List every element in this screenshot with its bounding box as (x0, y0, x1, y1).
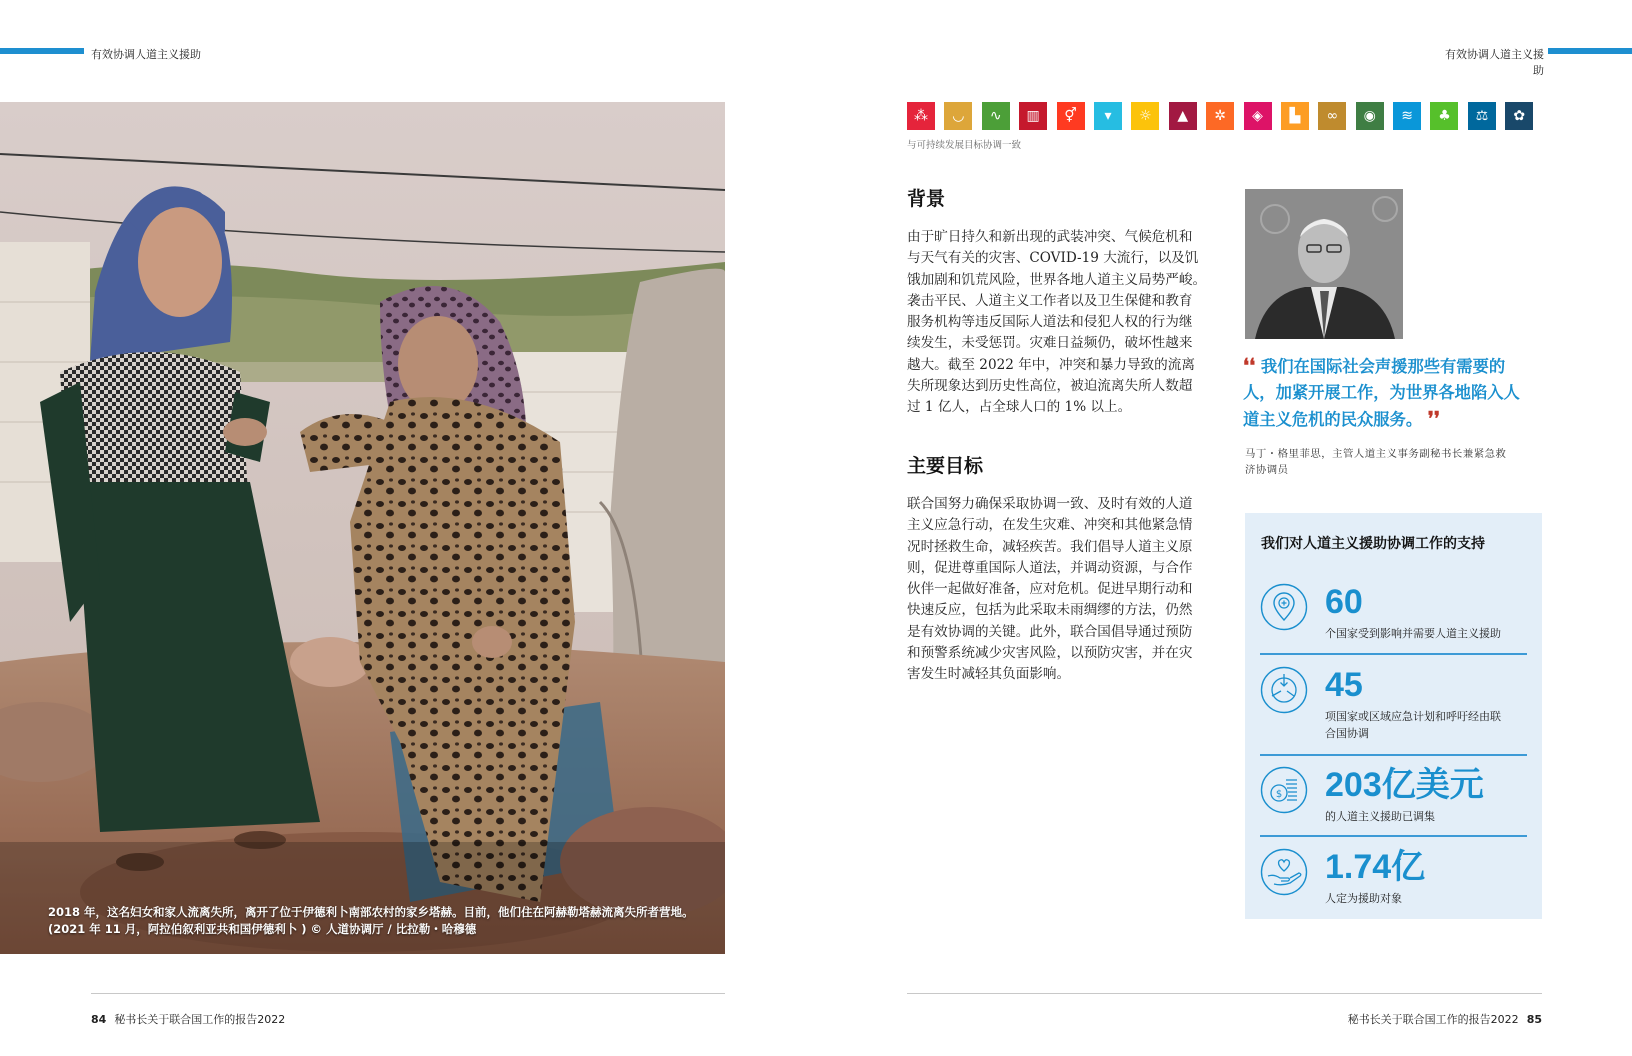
inequality-icon: ◈ (1244, 102, 1272, 130)
paragraph-line: 服务机构等违反国际人道法和侵犯人权的行为继 (907, 314, 1193, 331)
paragraph-line: 联合国努力确保采取协调一致、及时有效的人道 (907, 496, 1193, 512)
energy-icon: ☼ (1131, 102, 1159, 130)
stat-label-line: 个国家受到影响并需要人道主义援助 (1325, 627, 1501, 640)
pull-quote-text: 我们在国际社会声援那些有需要的 (1260, 357, 1506, 376)
education-icon: ▥ (1019, 102, 1047, 130)
partnership-icon: ✿ (1505, 102, 1533, 130)
paragraph-line: 和预警系统减少灾害风险，以预防灾害，并在灾 (907, 645, 1193, 662)
paragraph-line: 是有效协调的关键。此外，联合国倡导通过预防 (907, 623, 1193, 640)
stat-value: 203亿美元 (1325, 766, 1484, 804)
stat-value: 1.74亿 (1325, 848, 1426, 886)
footer-left (91, 1011, 285, 1027)
pull-quote-line (1243, 406, 1543, 433)
photo-caption (48, 904, 708, 938)
paragraph-line: 失所现象达到历史性高位，被迫流离失所人数超 (907, 378, 1193, 395)
paragraph-line: 袭击平民、人道主义工作者以及卫生保健和教育 (907, 292, 1193, 309)
close-quote-icon: ❜❜ (1427, 408, 1441, 430)
consumption-icon: ∞ (1318, 102, 1346, 130)
page-number: 84 (91, 1013, 107, 1026)
running-header-left: 有效协调人道主义援助 (91, 48, 201, 61)
coordination-icon (1260, 666, 1308, 714)
stat-label-line: 人定为援助对象 (1325, 892, 1402, 905)
footer-report-title: 秘书长关于联合国工作的报告2022 (114, 1013, 286, 1026)
pull-quote-line: 人，加紧开展工作，为世界各地陷入人 (1243, 383, 1520, 402)
background-paragraph (907, 227, 1207, 419)
stat-label-line: 项国家或区域应急计划和呼吁经由联 (1325, 710, 1501, 723)
running-header-right: 有效协调人道主义援助 (1445, 48, 1544, 77)
stat-label-line: 合国协调 (1325, 727, 1369, 740)
peace-icon: ⚖ (1468, 102, 1496, 130)
support-stats-panel (1245, 513, 1542, 919)
ocean-icon: ≋ (1393, 102, 1421, 130)
goals-paragraph (907, 494, 1207, 686)
photo-illustration (0, 102, 725, 954)
industry-icon: ✲ (1206, 102, 1234, 130)
photo-caption-line: 2018 年，这名妇女和家人流离失所，离开了位于伊德利卜南部农村的家乡塔赫。目前，他们住在阿赫勒塔赫流离失所者营地。 (48, 905, 694, 919)
stat-label (1325, 808, 1525, 825)
stat-divider (1260, 754, 1527, 756)
stat-divider (1260, 835, 1527, 837)
quote-attribution-line: 济协调员 (1245, 464, 1289, 476)
header-accent-bar-left (0, 48, 84, 54)
poverty-icon: ⁂ (907, 102, 935, 130)
coins-icon (1260, 766, 1308, 814)
hunger-icon: ◡ (944, 102, 972, 130)
paragraph-line: 况时拯救生命，减轻疾苦。我们倡导人道主义原 (907, 538, 1193, 555)
land-icon: ♣ (1430, 102, 1458, 130)
pull-quote-line (1243, 353, 1543, 380)
paragraph-line: 伙伴一起做好准备，应对危机。促进早期行动和 (907, 581, 1193, 598)
stat-divider (1260, 653, 1527, 655)
paragraph-line: 续发生，未受惩罚。灾难日益频仍，破坏性越来 (907, 335, 1193, 352)
photo-caption-line: (2021 年 11 月，阿拉伯叙利亚共和国伊德利卜 ) © 人道协调厅 / 比拉勒・哈穆德 (48, 922, 477, 936)
open-quote-icon: ❛❛ (1243, 355, 1256, 377)
background-heading: 背景 (907, 188, 946, 210)
footer-rule-left (91, 993, 725, 994)
gender-icon: ⚥ (1057, 102, 1085, 130)
portrait-illustration (1245, 189, 1403, 339)
sdg-caption: 与可持续发展目标协调一致 (907, 140, 1022, 151)
paragraph-line: 与天气有关的灾害、COVID-19 大流行，以及饥 (907, 250, 1199, 267)
climate-icon: ◉ (1356, 102, 1384, 130)
work-icon: ▲ (1169, 102, 1197, 130)
sdg-icon-row (907, 102, 1533, 130)
stat-label (1325, 708, 1525, 742)
svg-text:$: $ (1275, 789, 1283, 800)
stat-label-line: 的人道主义援助已调集 (1325, 810, 1435, 823)
footer-report-title: 秘书长关于联合国工作的报告2022 (1347, 1013, 1519, 1026)
location-pin-icon (1260, 583, 1308, 631)
helping-hand-icon (1260, 848, 1308, 896)
quote-attribution-line: 马丁・格里菲思，主管人道主义事务副秘书长兼紧急救 (1245, 448, 1507, 460)
pull-quote (1243, 353, 1543, 433)
cities-icon: ▙ (1281, 102, 1309, 130)
camp-photo (0, 102, 725, 954)
header-accent-bar-right (1548, 48, 1632, 54)
quote-attribution (1245, 446, 1545, 478)
stat-label (1325, 890, 1525, 907)
paragraph-line: 则，促进尊重国际人道法，并调动资源，与合作 (907, 559, 1193, 576)
paragraph-line: 由于旷日持久和新出现的武装冲突、气候危机和 (907, 229, 1193, 245)
paragraph-line: 饿加剧和饥荒风险，世界各地人道主义局势严峻。 (907, 271, 1207, 288)
paragraph-line: 主义应急行动，在发生灾难、冲突和其他紧急情 (907, 517, 1193, 534)
goals-heading: 主要目标 (907, 455, 984, 477)
panel-title: 我们对人道主义援助协调工作的支持 (1261, 536, 1485, 552)
paragraph-line: 害发生时减轻其负面影响。 (907, 666, 1071, 683)
paragraph-line: 过 1 亿人，占全球人口的 1% 以上。 (907, 399, 1132, 416)
speaker-portrait (1245, 189, 1403, 339)
stat-value: 60 (1325, 583, 1363, 621)
page-number: 85 (1526, 1013, 1542, 1026)
water-icon: ▾ (1094, 102, 1122, 130)
paragraph-line: 越大。截至 2022 年中，冲突和暴力导致的流离 (907, 356, 1195, 373)
pull-quote-text: 道主义危机的民众服务。 (1243, 410, 1423, 429)
paragraph-line: 快速反应，包括为此采取未雨绸缪的方法，仍然 (907, 602, 1193, 619)
health-icon: ∿ (982, 102, 1010, 130)
footer-rule-right (907, 993, 1542, 994)
stat-value: 45 (1325, 666, 1363, 704)
footer-right (1300, 1011, 1542, 1027)
stat-label (1325, 625, 1525, 642)
